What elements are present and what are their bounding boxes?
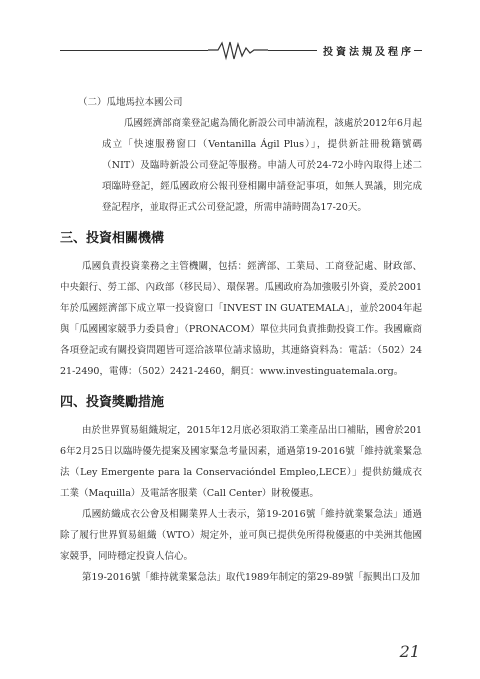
running-header (60, 40, 422, 64)
section-paragraph-investment-agencies: 瓜國負責投資業務之主管機關，包括：經濟部、工業局、工商登記處、財政部、中央銀行、勞工部、內政部（移民局）、環保署。瓜國政府為加強吸引外資，爰於2001年於瓜國經濟部下成立單一投資窗口「INVEST IN GUATEMALA」，並於2004年起與「瓜國國家競爭力委員會」（PRONACOM）單位共同負責推動投資工作。我國廠商各項登記或有關投資問題皆可逕洽該單位請求協助，其連絡資料為：電話：（502）2421-2490，電傳：（502）2421-2460，網頁：www.investinguatemala.org。 (60, 261, 422, 377)
sub-paragraph: 瓜國經濟部商業登記處為簡化新設公司申請流程，該處於2012年6月起成立「快速服務窗口（Ventanilla Ágil Plus）」，提供新註冊稅籍號碼（NIT）及臨時新設公司登記等服務。申請人可於24-72小時內取得上述二項臨時登記，經瓜國政府公報刊登相關申請登記事項，如無人異議，則完成登記程序，並取得正式公司登記證，所需申請時間為17-20天。 (102, 118, 422, 213)
page-body (60, 92, 422, 588)
section-heading-investment-incentives: 四、投資獎勵措施 (60, 395, 165, 410)
section-paragraph: 由於世界貿易組織規定，2015年12月底必須取消工業產品出口補貼，國會於2016年2月25日以臨時優先提案及國家緊急考量因素，通過第19-2016號「維持就業緊急法（Ley Emergente para la Conservacióndel Empleo,LECE）」提供紡織成衣工業（Maquilla）及電話客服業（Call Center）財稅優惠。 (60, 425, 422, 499)
section-paragraph: 瓜國紡織成衣公會及相關業界人士表示，第19-2016號「維持就業緊急法」通過除了履行世界貿易組織（WTO）規定外，並可與已提供免所得稅優惠的中美洲其他國家競爭，同時穩定投資人信心。 (60, 509, 422, 562)
heartbeat-line-icon (208, 40, 268, 62)
sub-heading: （二）瓜地馬拉本國公司 (78, 97, 183, 108)
section-heading-investment-agencies: 三、投資相關機構 (60, 231, 165, 246)
page-number: 21 (399, 642, 420, 661)
section-paragraph: 第19-2016號「維持就業緊急法」取代1989年制定的第29-89號「振興出口及加 (82, 572, 421, 583)
header-title: 投資法規及程序 (317, 43, 414, 58)
